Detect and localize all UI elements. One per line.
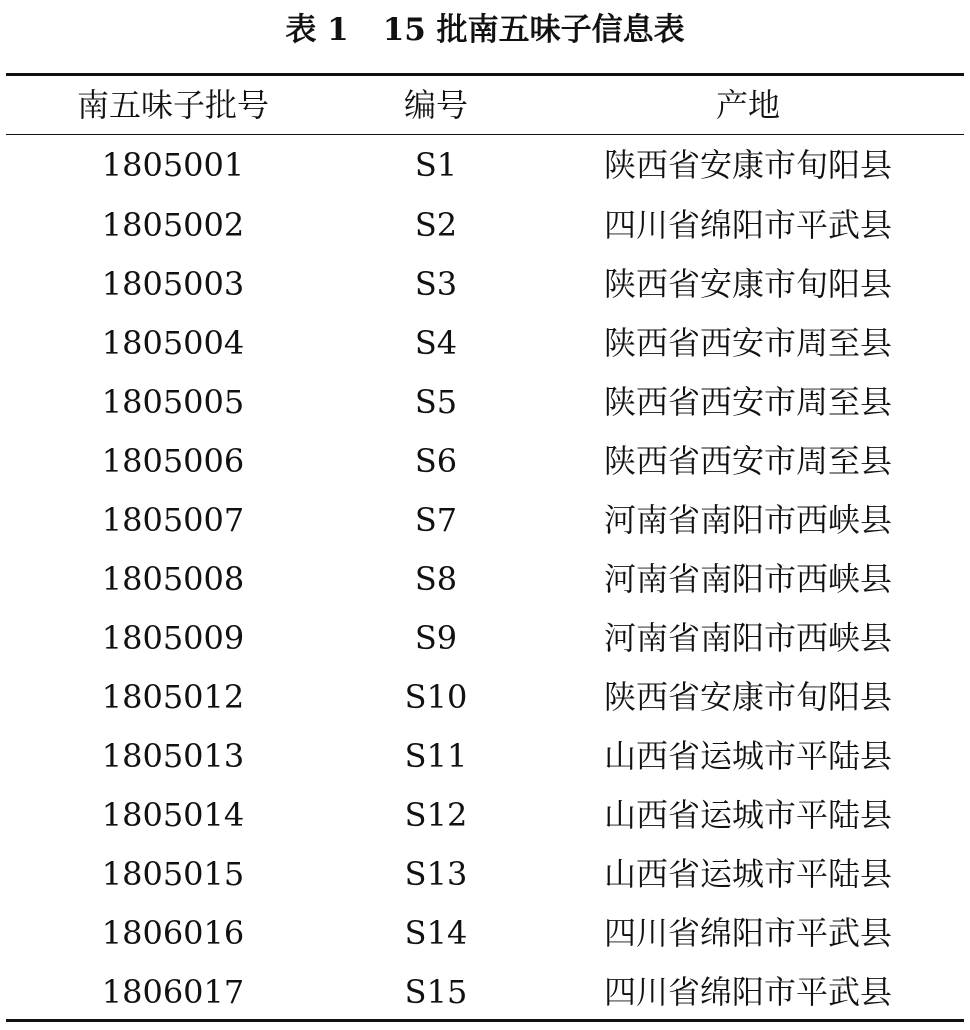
cell-sample-code: S1 bbox=[414, 146, 458, 184]
cell-origin: 陕西省安康市旬阳县 bbox=[603, 678, 892, 716]
cell-batch-number: 1805009 bbox=[101, 619, 245, 657]
header-row bbox=[6, 76, 964, 134]
cell-origin: 山西省运城市平陆县 bbox=[603, 855, 892, 893]
cell-batch-number: 1805013 bbox=[101, 737, 245, 775]
cell-batch-number: 1805014 bbox=[101, 796, 245, 834]
table-number: 表 1 bbox=[285, 12, 349, 48]
cell-batch-number: 1805007 bbox=[101, 501, 245, 539]
cell-sample-code: S12 bbox=[404, 796, 468, 834]
table-title: 15 批南五味子信息表 bbox=[382, 12, 685, 48]
cell-origin: 四川省绵阳市平武县 bbox=[603, 973, 892, 1011]
table-row bbox=[6, 373, 964, 432]
table-row bbox=[6, 255, 964, 314]
cell-batch-number: 1805003 bbox=[101, 265, 245, 303]
cell-batch-number: 1805012 bbox=[101, 678, 245, 716]
sample-info-table bbox=[6, 76, 964, 1022]
table-row bbox=[6, 668, 964, 727]
cell-origin: 四川省绵阳市平武县 bbox=[603, 206, 892, 244]
table-row bbox=[6, 432, 964, 491]
cell-batch-number: 1805006 bbox=[101, 442, 245, 480]
cell-origin: 河南省南阳市西峡县 bbox=[603, 501, 892, 539]
cell-origin: 陕西省西安市周至县 bbox=[603, 324, 892, 362]
table-row bbox=[6, 963, 964, 1022]
cell-sample-code: S2 bbox=[414, 206, 458, 244]
cell-sample-code: S5 bbox=[414, 383, 458, 421]
cell-sample-code: S13 bbox=[404, 855, 468, 893]
cell-origin: 陕西省西安市周至县 bbox=[603, 442, 892, 480]
cell-sample-code: S11 bbox=[404, 737, 468, 775]
table-caption bbox=[0, 8, 970, 52]
cell-sample-code: S9 bbox=[414, 619, 458, 657]
header-batch: 南五味子批号 bbox=[76, 86, 269, 124]
table-row bbox=[6, 196, 964, 255]
cell-sample-code: S15 bbox=[404, 973, 468, 1011]
table-row bbox=[6, 491, 964, 550]
table-row bbox=[6, 786, 964, 845]
cell-batch-number: 1806017 bbox=[101, 973, 245, 1011]
cell-sample-code: S6 bbox=[414, 442, 458, 480]
cell-origin: 陕西省安康市旬阳县 bbox=[603, 146, 892, 184]
cell-origin: 陕西省安康市旬阳县 bbox=[603, 265, 892, 303]
table-row bbox=[6, 314, 964, 373]
cell-origin: 四川省绵阳市平武县 bbox=[603, 914, 892, 952]
cell-batch-number: 1805002 bbox=[101, 206, 245, 244]
cell-sample-code: S10 bbox=[404, 678, 468, 716]
cell-origin: 陕西省西安市周至县 bbox=[603, 383, 892, 421]
table-row bbox=[6, 904, 964, 963]
table-row bbox=[6, 550, 964, 609]
header-code: 编号 bbox=[403, 86, 468, 124]
table-row bbox=[6, 134, 964, 196]
cell-origin: 山西省运城市平陆县 bbox=[603, 737, 892, 775]
cell-sample-code: S8 bbox=[414, 560, 458, 598]
cell-batch-number: 1805001 bbox=[101, 146, 245, 184]
table-row bbox=[6, 727, 964, 786]
cell-batch-number: 1805004 bbox=[101, 324, 245, 362]
table-row bbox=[6, 609, 964, 668]
cell-batch-number: 1805015 bbox=[101, 855, 245, 893]
cell-sample-code: S14 bbox=[404, 914, 468, 952]
cell-sample-code: S3 bbox=[414, 265, 458, 303]
cell-origin: 河南省南阳市西峡县 bbox=[603, 619, 892, 657]
cell-batch-number: 1806016 bbox=[101, 914, 245, 952]
cell-batch-number: 1805008 bbox=[101, 560, 245, 598]
table-row bbox=[6, 845, 964, 904]
cell-batch-number: 1805005 bbox=[101, 383, 245, 421]
cell-origin: 山西省运城市平陆县 bbox=[603, 796, 892, 834]
table-header bbox=[6, 76, 964, 134]
table-body bbox=[6, 134, 964, 1022]
cell-origin: 河南省南阳市西峡县 bbox=[603, 560, 892, 598]
cell-sample-code: S7 bbox=[414, 501, 458, 539]
header-origin: 产地 bbox=[715, 86, 780, 124]
cell-sample-code: S4 bbox=[414, 324, 458, 362]
